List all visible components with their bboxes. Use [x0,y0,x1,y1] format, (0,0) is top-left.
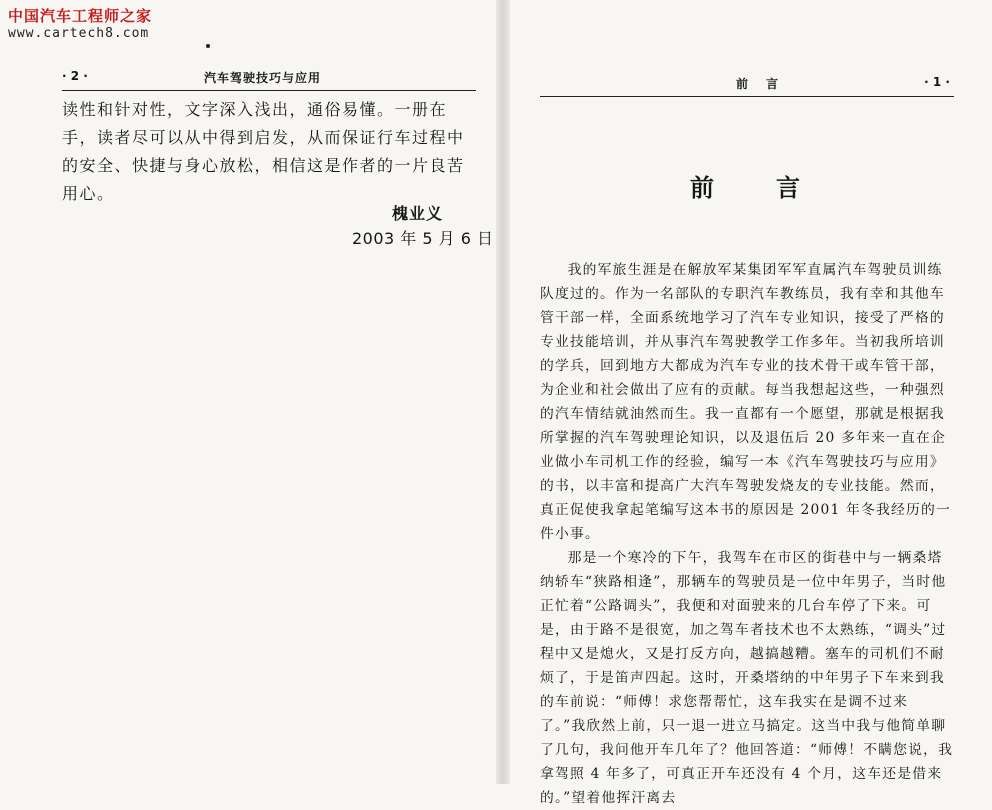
left-book-title: 汽车驾驶技巧与应用 [204,71,322,85]
site-watermark [8,6,152,42]
right-page-number: · 1 · [924,75,950,89]
right-page-body [540,258,954,810]
left-page-number: · 2 · [62,69,88,83]
right-running-title: 前言 [736,77,797,91]
left-paragraph: 读性和针对性，文字深入浅出，通俗易懂。一册在手，读者尽可以从中得到启发，从而保证行车过程中的安全、快捷与身心放松，相信这是作者的一片良苦用心。 [62,100,465,203]
book-gutter [496,0,510,784]
chapter-title: 前言 [690,174,862,202]
left-page-body [62,96,476,208]
ink-speck [206,44,210,48]
signature-date: 2003 年 5 月 6 日 [352,229,494,248]
left-page-header [62,66,476,91]
watermark-url: www.cartech8.com [8,26,150,41]
right-page-header [540,72,954,97]
signature-name: 槐业义 [392,204,444,223]
body-paragraph-1: 我的军旅生涯是在解放军某集团军军直属汽车驾驶员训练队度过的。作为一名部队的专职汽车教练员，我有幸和其他车管干部一样，全面系统地学习了汽车专业知识，接受了严格的专业技能培训，并从事汽车驾驶教学工作多年。当初我所培训的学兵，回到地方大都成为汽车专业的技术骨干或车管干部，为企业和社会做出了应有的贡献。每当我想起这些，一种强烈的汽车情结就油然而生。我一直都有一个愿望，那就是根据我所掌握的汽车驾驶理论知识，以及退伍后 20 多年来一直在企业做小车司机工作的经验，编写一本《汽车驾驶技巧与应用》的书，以丰富和提高广大汽车驾驶发烧友的专业技能。然而，真正促使我拿起笔编写这本书的原因是 2001 年冬我经历的一件小事。 [540,262,952,542]
body-paragraph-2: 那是一个寒冷的下午，我驾车在市区的街巷中与一辆桑塔纳轿车“狭路相逢”，那辆车的驾驶员是一位中年男子，当时他正忙着“公路调头”，我便和对面驶来的几台车停了下来。可是，由于路不是很宽，加之驾车者技术也不太熟练，“调头”过程中又是熄火，又是打反方向，越搞越糟。塞车的司机们不耐烦了，于是笛声四起。这时，开桑塔纳的中年男子下车来到我的车前说：“师傅！求您帮帮忙，这车我实在是调不过来了。”我欣然上前，只一退一进立马搞定。这当中我与他简单聊了几句，我问他开车几年了？他回答道：“师傅！不瞒您说，我拿驾照 4 年多了，可真正开车还没有 4 个月，这车还是借来的。”望着他挥汗离去 [540,550,954,806]
watermark-site-name: 中国汽车工程师之家 [8,7,153,25]
